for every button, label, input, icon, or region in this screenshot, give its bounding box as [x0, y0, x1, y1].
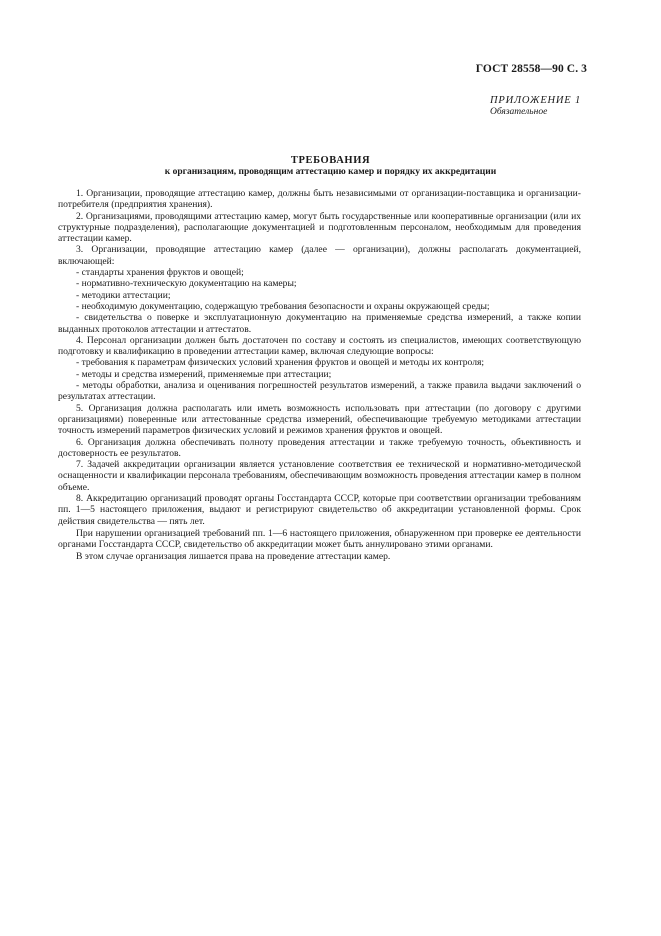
- list-item: - методы обработки, анализа и оценивания погрешностей результатов измерений, а также правила выдачи заключений о результатах аттестации.: [58, 380, 581, 403]
- appendix-label: [490, 95, 581, 117]
- paragraph-3: 3. Организации, проводящие аттестацию камер (далее — организации), должны располагать документацией, включающей:: [58, 244, 581, 267]
- list-item: - методы и средства измерений, применяемые при аттестации;: [76, 368, 332, 380]
- paragraph-5: 5. Организация должна располагать или иметь возможность использовать при аттестации (по договору с другими организациями) поверенные или аттестованные средства измерений, обеспечивающие требуемую методиками аттестации точность измерений параметров физических условий и режимов хранения фруктов и овощей.: [58, 402, 581, 437]
- appendix-subtitle: Обязательное: [490, 107, 548, 117]
- list-item: - требования к параметрам физических условий хранения фруктов и овощей и методы их контроля;: [76, 357, 485, 369]
- title-sub: к организациям, проводящим аттестацию камер и порядку их аккредитации: [164, 167, 497, 177]
- paragraph-8: 8. Аккредитацию организаций проводят органы Госстандарта СССР, которые при соответствии организации требованиям пп. 1—5 настоящего приложения, выдают и регистрируют свидетельство об аккредитации установленной формы. Срок действия свидетельства — пять лет.: [58, 493, 581, 527]
- appendix-title: ПРИЛОЖЕНИЕ 1: [490, 95, 581, 106]
- list-item: - нормативно-техническую документацию на камеры;: [76, 278, 297, 290]
- paragraph-9: При нарушении организацией требований пп. 1—6 настоящего приложения, обнаруженном при проверке ее деятельности органами Госстандарта СССР, свидетельство об аккредитации может быть аннулировано этими органами.: [58, 527, 581, 551]
- list-item: - стандарты хранения фруктов и овощей;: [76, 267, 244, 279]
- document-title: [0, 155, 661, 177]
- body-text: [58, 188, 581, 562]
- standard-header: ГОСТ 28558—90 С. 3: [475, 63, 587, 75]
- list-item: - необходимую документацию, содержащую требования безопасности и охраны окружающей среды;: [76, 300, 490, 312]
- paragraph-10: В этом случае организация лишается права на проведение аттестации камер.: [76, 550, 391, 562]
- paragraph-2: 2. Организациями, проводящими аттестацию камер, могут быть государственные или кооперативные организации (или их структурные подразделения), располагающие документацией и подготовленным персоналом, необходимым для проведения аттестации камер.: [58, 210, 581, 245]
- paragraph-6: 6. Организация должна обеспечивать полноту проведения аттестации и также требуемую точность, объективность и достоверность ее результатов.: [58, 436, 581, 459]
- title-main: ТРЕБОВАНИЯ: [290, 155, 371, 166]
- list-item: - методики аттестации;: [76, 289, 171, 301]
- paragraph-7: 7. Задачей аккредитации организации является установление соответствия ее технической и нормативно-методической оснащенности и квалификации персонала требованиям, обеспечивающим возможность проведения аттестации камер в полном объеме.: [58, 459, 581, 493]
- paragraph-1: 1. Организации, проводящие аттестацию камер, должны быть независимыми от организации-поставщика и организации-потребителя (предприятия хранения).: [58, 188, 581, 211]
- paragraph-4: 4. Персонал организации должен быть достаточен по составу и состоять из специалистов, имеющих соответствующую подготовку и квалификацию в проведении аттестации камер, включая следующие вопросы:: [58, 334, 581, 358]
- list-item: - свидетельства о поверке и эксплуатационную документацию на применяемые средства измерений, а также копии выданных протоколов аттестации и аттестатов.: [58, 312, 581, 335]
